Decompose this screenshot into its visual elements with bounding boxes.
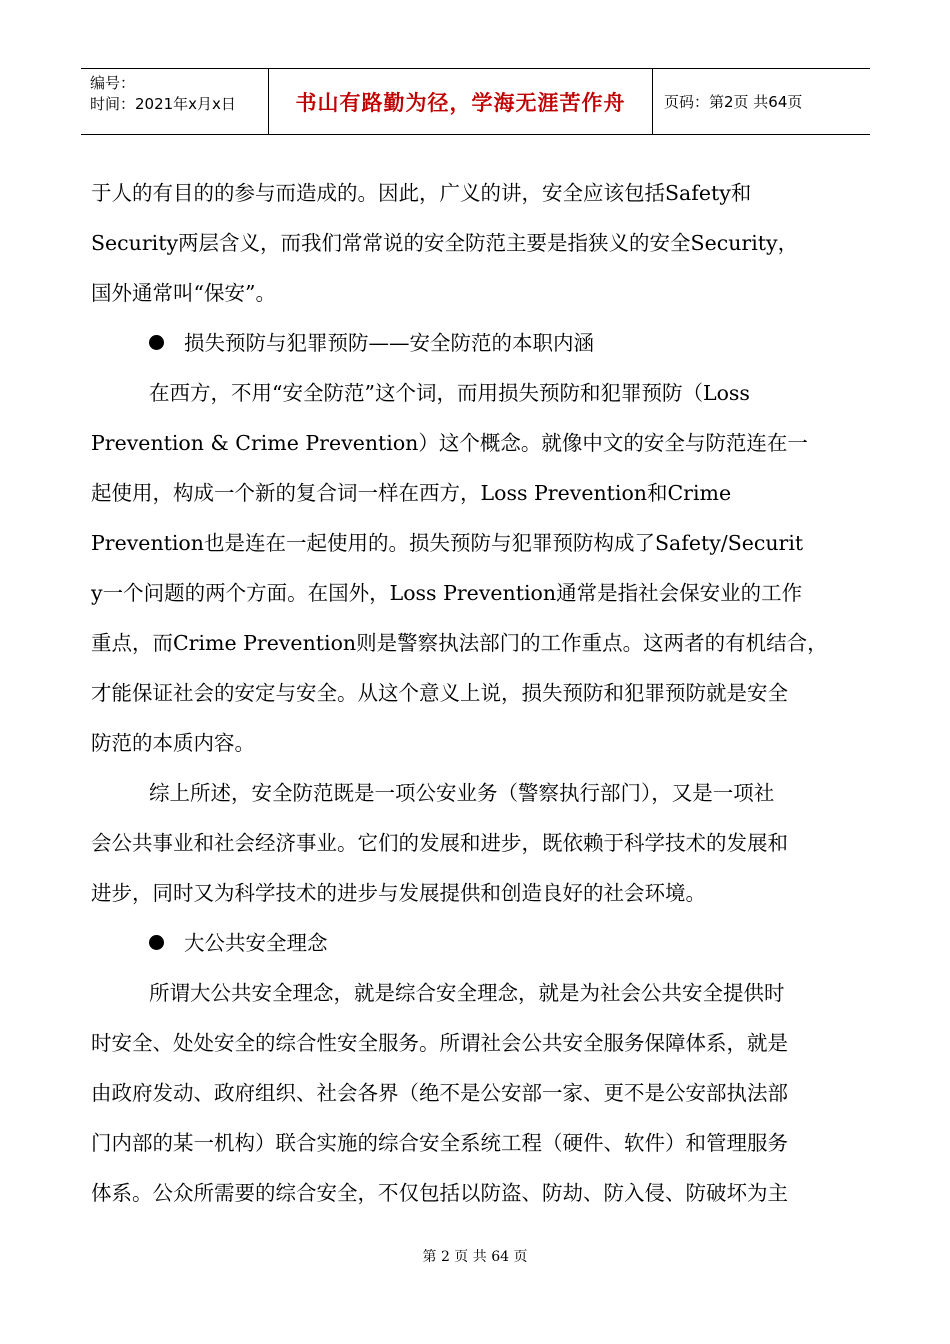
text-line: Prevention也是连在一起使用的。损失预防与犯罪预防构成了Safety/Securit [91, 531, 804, 555]
section-heading-text: 损失预防与犯罪预防——安全防范的本职内涵 [184, 331, 594, 355]
text-line: 防范的本质内容。 [91, 731, 255, 755]
page-info: 页码：第2页 共64页 [664, 93, 803, 111]
text-line: 体系。公众所需要的综合安全，不仅包括以防盗、防劫、防入侵、防破坏为主 [91, 1181, 788, 1205]
number-label: 编号： [90, 74, 136, 92]
text-line: 会公共事业和社会经济事业。它们的发展和进步，既依赖于科学技术的发展和 [91, 831, 788, 855]
text-line: 所谓大公共安全理念，就是综合安全理念，就是为社会公共安全提供时 [149, 981, 785, 1005]
date-label: 时间：2021年x月x日 [90, 95, 236, 113]
text-line: 由政府发动、政府组织、社会各界（绝不是公安部一家、更不是公安部执法部 [91, 1081, 788, 1105]
text-line: 起使用，构成一个新的复合词一样在西方，Loss Prevention和Crime [91, 481, 732, 505]
text-line: 在西方，不用“安全防范”这个词，而用损失预防和犯罪预防（Loss [149, 381, 750, 405]
section-heading [91, 318, 871, 368]
header-meta-cell [81, 69, 269, 134]
text-line: 国外通常叫“保安”。 [91, 281, 276, 305]
document-body [91, 168, 871, 1218]
text-line: 综上所述，安全防范既是一项公安业务（警察执行部门），又是一项社 [149, 781, 775, 805]
text-line: 于人的有目的的参与而造成的。因此，广义的讲，安全应该包括Safety和 [91, 181, 752, 205]
text-line: y一个问题的两个方面。在国外，Loss Prevention通常是指社会保安业的工作 [91, 581, 803, 605]
bullet-icon [149, 935, 164, 950]
section-heading-text: 大公共安全理念 [184, 931, 328, 955]
text-line: 进步，同时又为科学技术的进步与发展提供和创造良好的社会环境。 [91, 881, 706, 905]
text-line: 重点，而Crime Prevention则是警察执法部门的工作重点。这两者的有机结合， [91, 631, 828, 655]
text-line: 才能保证社会的安定与安全。从这个意义上说，损失预防和犯罪预防就是安全 [91, 681, 788, 705]
text-line: 时安全、处处安全的综合性安全服务。所谓社会公共安全服务保障体系，就是 [91, 1031, 788, 1055]
page-footer: 第 2 页 共 64 页 [422, 1249, 528, 1265]
section-heading [91, 918, 871, 968]
header-motto-cell [269, 69, 653, 134]
header-page-cell [653, 69, 870, 134]
text-line: Security两层含义，而我们常常说的安全防范主要是指狭义的安全Security， [91, 231, 799, 255]
document-header [81, 68, 870, 135]
text-line: 门内部的某一机构）联合实施的综合安全系统工程（硬件、软件）和管理服务 [91, 1131, 788, 1155]
motto-text: 书山有路勤为径，学海无涯苦作舟 [295, 90, 626, 115]
text-line: Prevention & Crime Prevention）这个概念。就像中文的安全与防范连在一 [91, 431, 808, 455]
bullet-icon [149, 335, 164, 350]
